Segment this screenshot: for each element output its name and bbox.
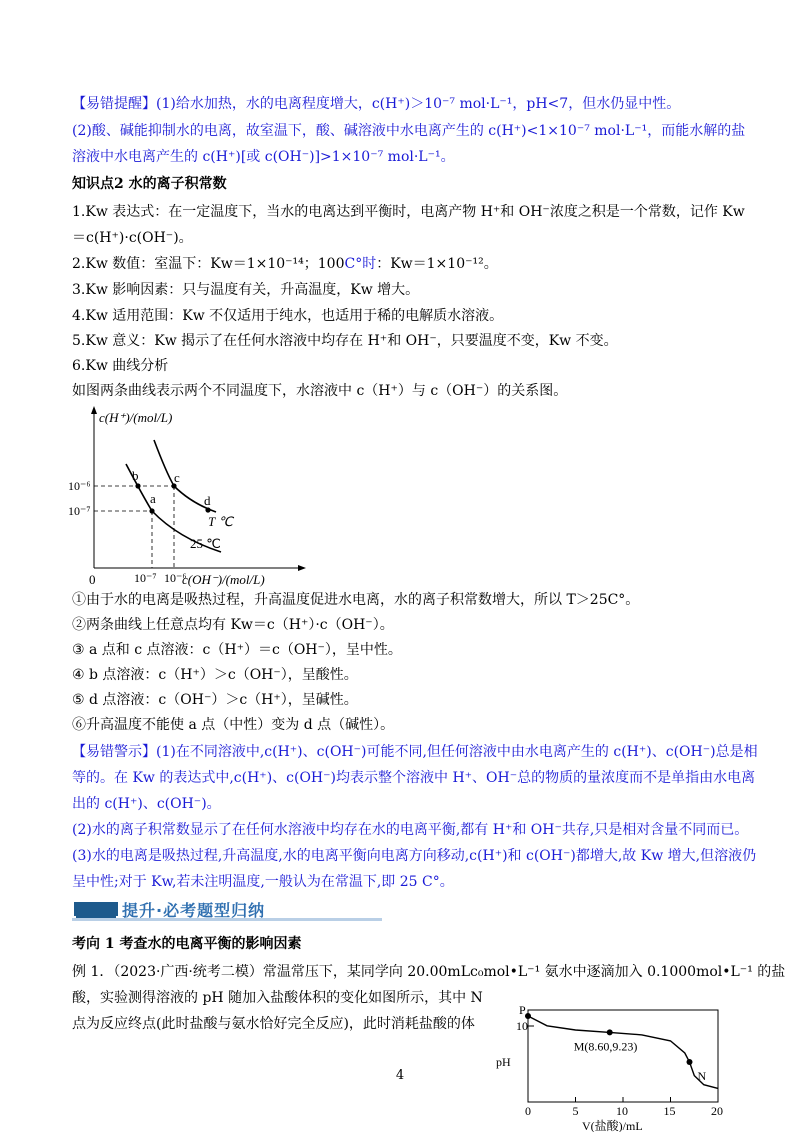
point-b [135,483,140,488]
x-tick-label: 0 [525,1104,531,1118]
warning-1: 【易错警示】(1)在不同溶液中,c(H⁺)、c(OH⁻)可能不同,但任何溶液中由水电离产生的 c(H⁺)、c(OH⁻)总是相 [72,744,758,760]
x-tick-label: 10 [616,1104,628,1118]
label-c: c [174,470,180,485]
conclusion-1: ①由于水的电离是吸热过程，升高温度促进水电离，水的离子积常数增大，所以 T＞25C°。 [72,592,640,608]
conclusion-6: ⑥升高温度不能使 a 点（中性）变为 d 点（碱性）。 [72,717,395,733]
y-tick-e7: 10⁻⁷ [68,504,91,518]
label-d: d [204,493,211,508]
point-m [607,1029,613,1035]
label-b: b [132,468,139,483]
warning-4: (2)水的离子积常数显示了在任何水溶液中均存在水的电离平衡,都有 H⁺和 OH⁻共存,只是相对含量不同而已。 [72,822,749,838]
kw-curve-figure [66,400,316,590]
x-tick-e6: 10⁻⁶ [164,571,187,585]
error-tip-1: 【易错提醒】(1)给水加热，水的电离程度增大，c(H⁺)＞10⁻⁷ mol·L⁻¹，pH<7，但水仍显中性。 [72,96,681,112]
warning-5: (3)水的电离是吸热过程,升高温度,水的电离平衡向电离方向移动,c(H⁺)和 c(OH⁻)都增大,故 Kw 增大,但溶液仍 [72,848,757,864]
example-line-2: 酸，实验测得溶液的 pH 随加入盐酸体积的变化如图所示，其中 N [72,990,483,1006]
label-T: T ℃ [208,514,233,529]
error-tip-2: (2)酸、碱能抑制水的电离，故室温下，酸、碱溶液中水电离产生的 c(H⁺)<1×10⁻⁷ mol·L⁻¹，而能水解的盐 [72,123,746,139]
section-title: 知识点2 水的离子积常数 [72,176,227,192]
point-p [525,1013,531,1019]
conclusion-3: ③ a 点和 c 点溶液：c（H⁺）＝c（OH⁻），呈中性。 [72,642,402,658]
plot-frame [528,1010,718,1102]
section-banner [72,898,382,924]
kw-expression: 1.Kw 表达式：在一定温度下，当水的电离达到平衡时，电离产物 H⁺和 OH⁻浓度之积是一个常数，记作 Kw [72,204,745,220]
kw-value-c: ：Kw＝1×10⁻¹²。 [376,256,498,272]
x-tick-label: 15 [663,1104,676,1118]
kw-value [72,254,498,274]
example-line-1: 例 1．（2023·广西·统考二模）常温常压下，某同学向 20.00mLc₀mol•L⁻¹ 氨水中逐滴加入 0.1000mol•L⁻¹ 的盐 [72,964,786,980]
y-tick-label-10: 10 [516,1019,528,1033]
x-axis-arrow [298,565,306,571]
point-label: M(8.60,9.23) [573,1039,638,1054]
kw-curve-intro: 如图两条曲线表示两个不同温度下，水溶液中 c（H⁺）与 c（OH⁻）的关系图。 [72,383,568,399]
topic-heading: 考向 1 考查水的电离平衡的影响因素 [72,936,302,952]
kw-scope: 4.Kw 适用范围：Kw 不仅适用于纯水，也适用于稀的电解质水溶液。 [72,308,504,324]
y-axis-label: pH [496,1055,511,1069]
conclusion-4: ④ b 点溶液：c（H⁺）＞c（OH⁻），呈酸性。 [72,667,358,683]
warning-2: 等的。在 Kw 的表达式中,c(H⁺)、c(OH⁻)均表示整个溶液中 H⁺、OH⁻总的物质的量浓度而不是单指由水电离 [72,770,756,786]
y-axis-label: c(H⁺)/(mol/L) [99,410,173,425]
point-label: N [697,1069,707,1084]
x-axis-label: V(盐酸)/mL [582,1119,643,1132]
ph-titration-chart [492,1002,732,1132]
label-25c: 25 ℃ [190,536,221,551]
point-d [205,507,210,512]
banner-title: 提升·必考题型归纳 [122,901,266,920]
warning-3: 出的 c(H⁺)、c(OH⁻)。 [72,796,221,812]
warning-6: 呈中性;对于 Kw,若未注明温度,一般认为在常温下,即 25 C°。 [72,874,454,890]
origin-label: 0 [89,572,96,587]
conclusion-2: ②两条曲线上任意点均有 Kw＝c（H⁺）·c（OH⁻）。 [72,617,394,633]
point-label: P [519,1003,526,1018]
kw-curve-title: 6.Kw 曲线分析 [72,358,169,374]
kw-factors: 3.Kw 影响因素：只与温度有关，升高温度，Kw 增大。 [72,282,420,298]
point-n [687,1059,693,1065]
point-a [149,508,154,513]
x-axis-label: c(OH⁻)/(mol/L) [182,572,265,587]
kw-value-b: C°时 [344,256,377,272]
kw-meaning: 5.Kw 意义：Kw 揭示了在任何水溶液中均存在 H⁺和 OH⁻，只要温度不变，Kw 不变。 [72,333,618,349]
label-a: a [150,491,156,506]
example-line-3: 点为反应终点(此时盐酸与氨水恰好完全反应)，此时消耗盐酸的体 [72,1016,475,1032]
error-tip-3: 溶液中水电离产生的 c(H⁺)[或 c(OH⁻)]>1×10⁻⁷ mol·L⁻¹。 [72,149,455,165]
x-tick-label: 5 [572,1104,579,1118]
x-tick-label: 20 [711,1104,723,1118]
conclusion-5: ⑤ d 点溶液：c（OH⁻）＞c（H⁺），呈碱性。 [72,692,358,708]
kw-value-a: 2.Kw 数值：室温下：Kw＝1×10⁻¹⁴；100 [72,256,345,272]
kw-expression-cont: ＝c(H⁺)·c(OH⁻)。 [72,230,193,246]
y-axis-arrow [91,406,97,414]
page-number: 4 [395,1068,405,1083]
x-tick-e7: 10⁻⁷ [134,571,157,585]
y-tick-e6: 10⁻⁶ [68,479,91,493]
